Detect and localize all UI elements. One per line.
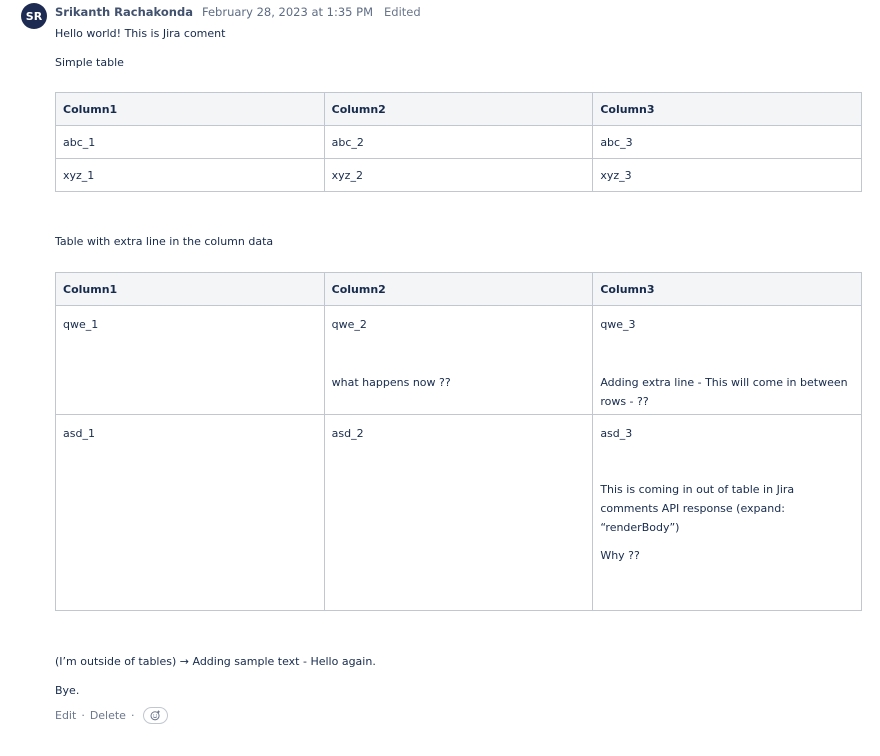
action-separator: ·: [81, 708, 85, 722]
table-cell: [324, 306, 593, 415]
table-cell: xyz_2: [324, 159, 593, 192]
edited-label: Edited: [384, 5, 421, 19]
table-header-cell: Column2: [324, 93, 593, 126]
table-header-cell: Column3: [593, 93, 862, 126]
cell-text: Adding extra line - This will come in between rows - ??: [600, 376, 848, 408]
table2-caption: Table with extra line in the column data: [55, 235, 274, 248]
add-reaction-icon: [150, 710, 161, 721]
cell-text: asd_3: [600, 427, 633, 440]
table-cell: xyz_1: [56, 159, 325, 192]
table-cell: [56, 306, 325, 415]
cell-text: qwe_1: [63, 318, 99, 331]
extra-line-table: [55, 272, 862, 611]
table-cell: xyz_3: [593, 159, 862, 192]
comment-header: [55, 4, 421, 20]
comment-timestamp[interactable]: February 28, 2023 at 1:35 PM: [201, 5, 374, 19]
table-header-row: [56, 273, 862, 306]
edit-link[interactable]: Edit: [55, 708, 77, 722]
table-cell: [56, 415, 325, 611]
cell-text: asd_1: [63, 427, 95, 440]
cell-text: This is coming in out of table in Jira comments API response (expand: “renderBody”): [600, 483, 795, 534]
table-cell: [593, 306, 862, 415]
action-separator: ·: [130, 708, 135, 722]
table-header-row: [56, 93, 862, 126]
table-cell: abc_3: [593, 126, 862, 159]
table-cell: abc_1: [56, 126, 325, 159]
cell-text: qwe_2: [331, 318, 367, 331]
outro-text: (I’m outside of tables) → Adding sample text - Hello again.: [55, 655, 376, 668]
cell-text: asd_2: [331, 427, 364, 440]
avatar[interactable]: [21, 3, 47, 29]
simple-table: [55, 92, 862, 192]
table-row: [56, 415, 862, 611]
table-header-cell: Column1: [56, 273, 325, 306]
table-row: [56, 306, 862, 415]
table-cell: [593, 415, 862, 611]
cell-text: what happens now ??: [331, 376, 451, 389]
avatar-initials: SR: [25, 9, 43, 23]
table-header-cell: Column1: [56, 93, 325, 126]
add-reaction-button[interactable]: [143, 707, 168, 724]
comment-actions: [55, 707, 168, 723]
delete-link[interactable]: Delete: [89, 708, 126, 722]
author-name[interactable]: Srikanth Rachakonda: [55, 5, 193, 19]
intro-text: Hello world! This is Jira coment: [55, 27, 226, 40]
table-cell: abc_2: [324, 126, 593, 159]
bye-text: Bye.: [55, 684, 80, 697]
table1-caption: Simple table: [55, 56, 124, 69]
table-cell: [324, 415, 593, 611]
table-header-cell: Column2: [324, 273, 593, 306]
table-row: [56, 126, 862, 159]
table-row: [56, 159, 862, 192]
cell-text: Why ??: [600, 549, 640, 562]
table-header-cell: Column3: [593, 273, 862, 306]
cell-text: qwe_3: [600, 318, 636, 331]
